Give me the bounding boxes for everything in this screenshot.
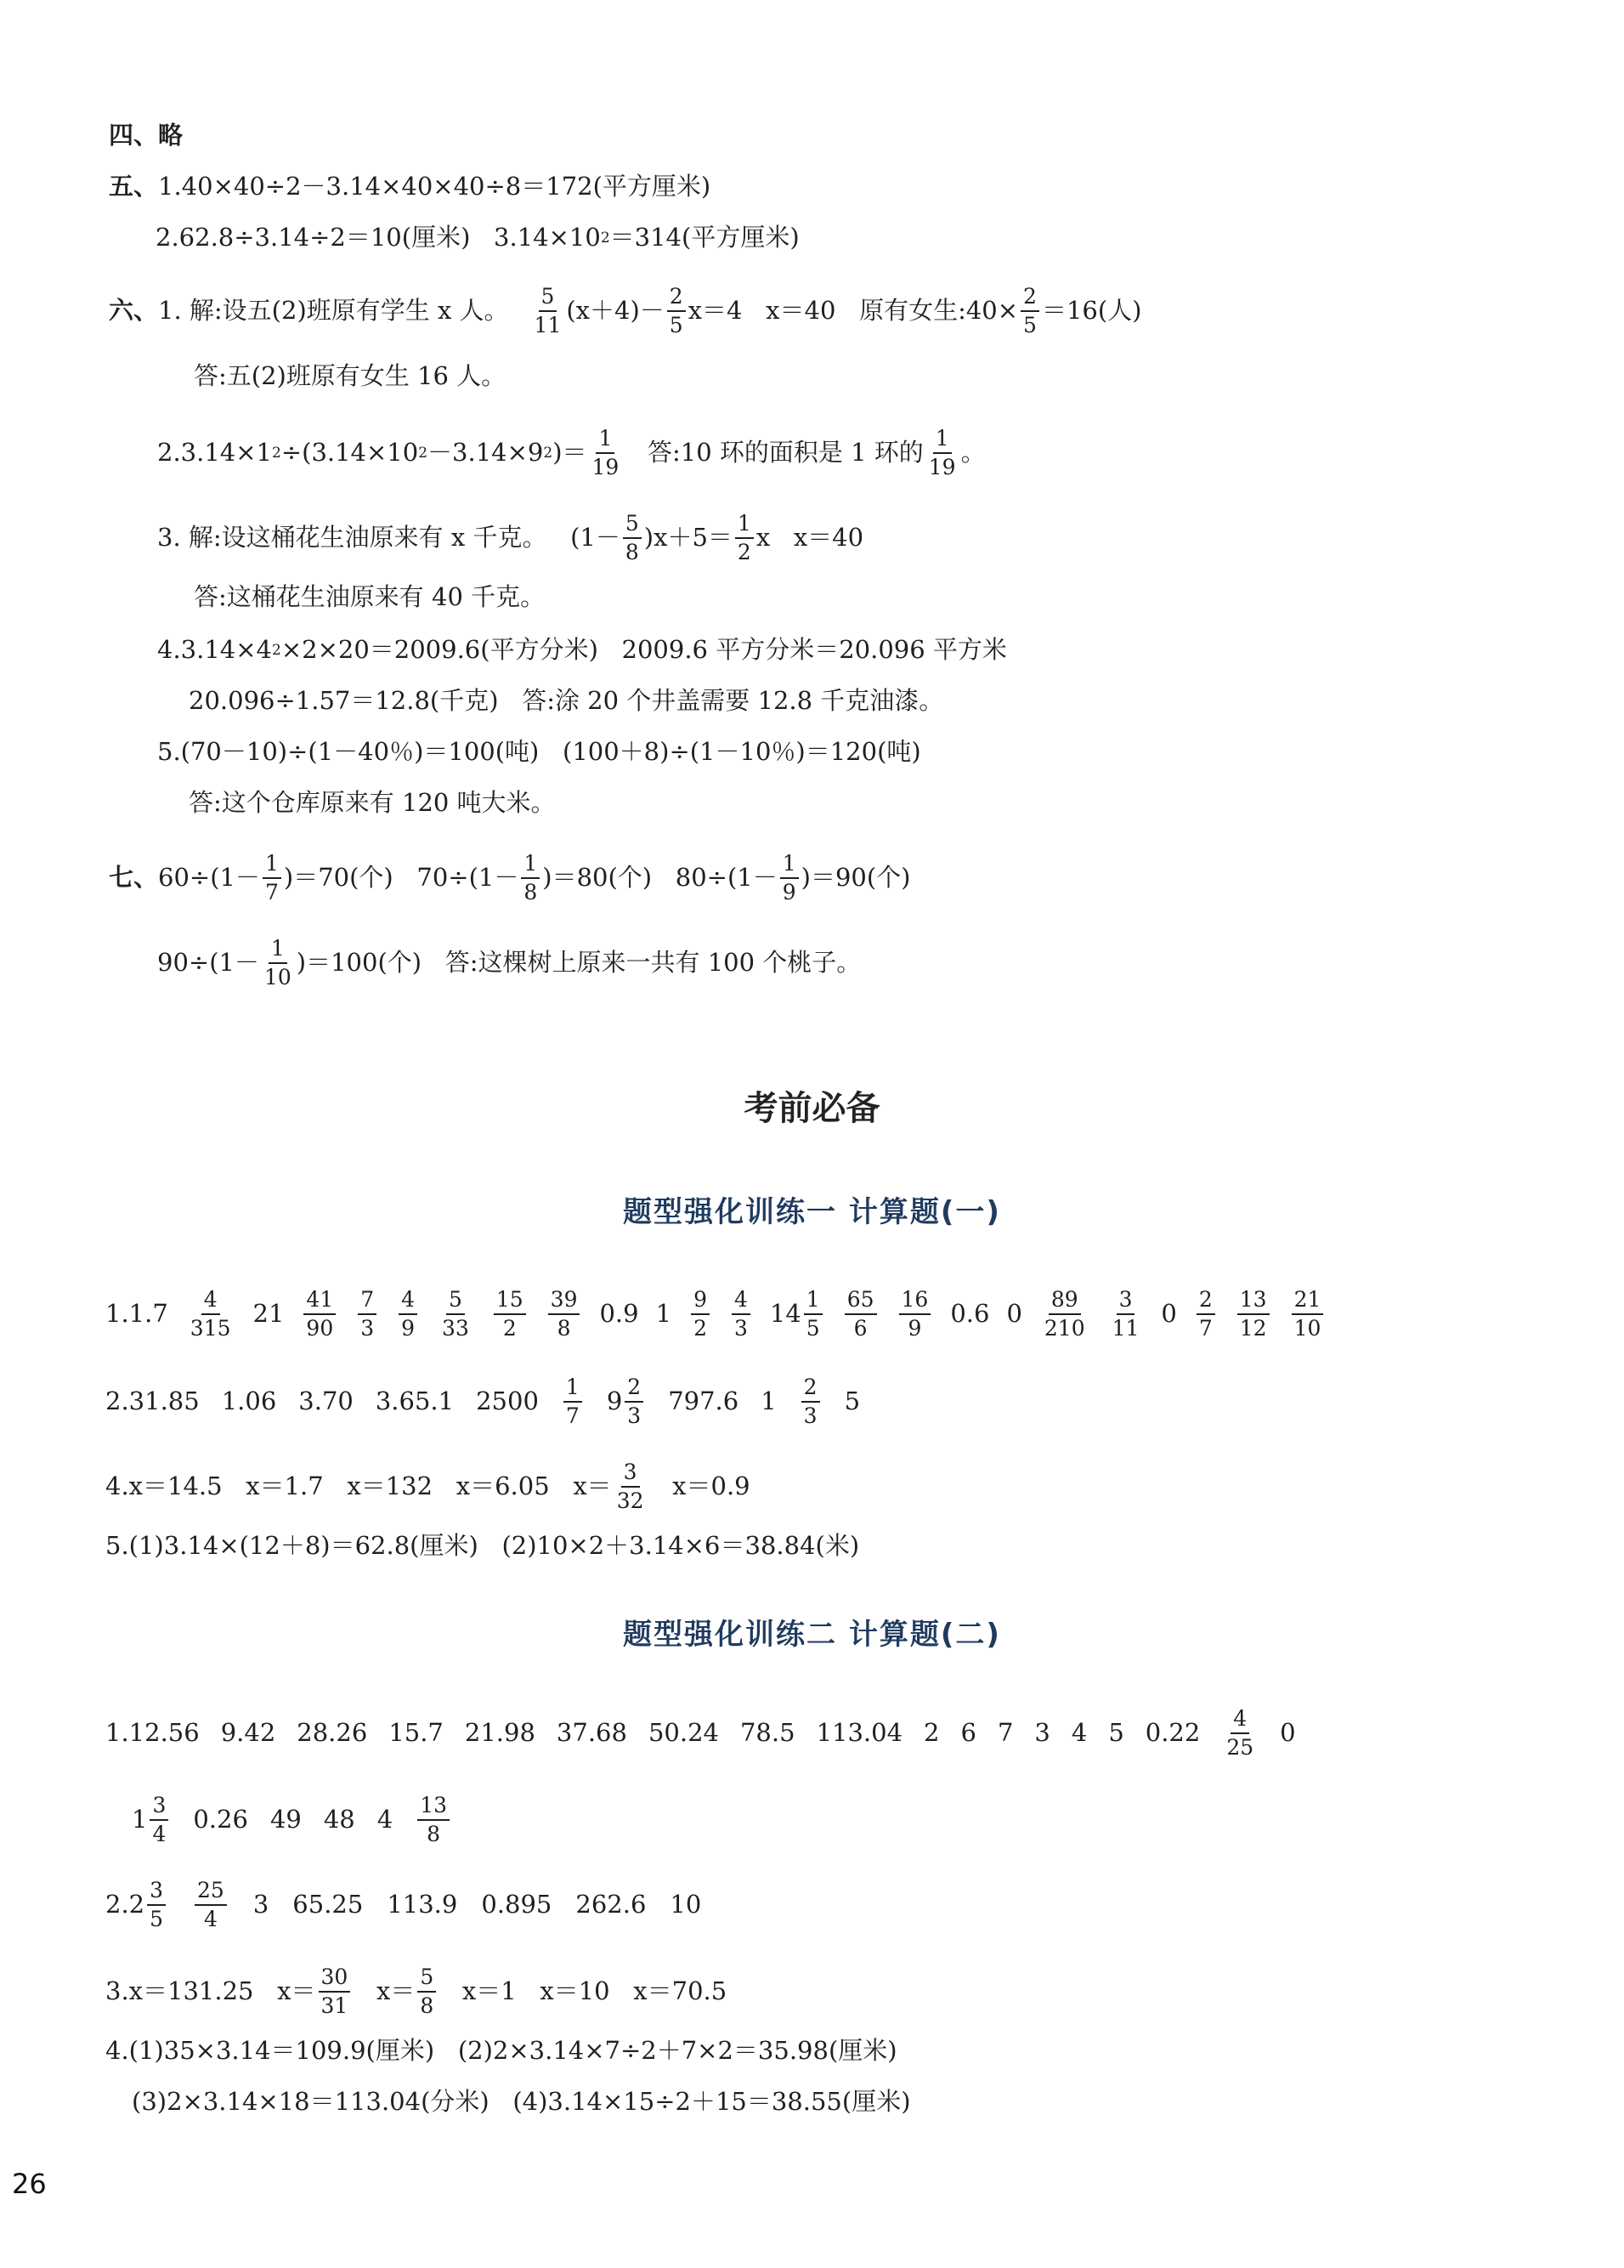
section-6-answer-3 <box>194 582 546 611</box>
numerator: 16 <box>899 1288 931 1315</box>
fraction <box>358 1288 376 1340</box>
fraction <box>1224 1707 1256 1759</box>
answer-value: 0.6 <box>950 1299 990 1328</box>
fraction <box>1292 1288 1324 1340</box>
answer-value: 78.5 <box>739 1718 795 1747</box>
row-label: 1.1.7 <box>105 1299 168 1328</box>
denominator: 10 <box>1293 1315 1321 1341</box>
denominator: 8 <box>427 1821 441 1846</box>
answer-value: 4 <box>1071 1718 1088 1747</box>
denominator: 11 <box>1112 1315 1140 1341</box>
answer-value: 4 <box>376 1805 393 1834</box>
answer-text: )＝70(个) 70÷(1－ <box>283 863 519 892</box>
numerator: 21 <box>1292 1288 1324 1315</box>
denominator: 4 <box>203 1906 218 1931</box>
fraction <box>301 1288 338 1340</box>
fraction: $\frac{1}{10}$ <box>263 936 291 989</box>
answer-value: 3.65.1 <box>375 1386 455 1415</box>
answer-value: 5 <box>1108 1718 1124 1747</box>
answer-value: 5 <box>844 1386 861 1415</box>
section-6-q1 <box>109 285 1141 337</box>
denominator: 8 <box>557 1315 571 1341</box>
section-text: 略 <box>158 121 184 150</box>
section-6-q2: 2.3.14×1 2 ÷(3.14×10 2 －3.14×9 2 )＝ $\frac{1}{19}$ 答:10 环的面积是 1 环的 $\frac{1}{19}$ 。 <box>157 426 986 479</box>
answer-text: 。 <box>960 438 986 467</box>
answer-value: 797.6 <box>668 1386 739 1415</box>
answer-value: 2 <box>924 1718 940 1747</box>
fraction: $\frac{3}{32}$ <box>616 1460 644 1513</box>
answer-value: 50.24 <box>648 1718 719 1747</box>
fraction <box>845 1288 877 1340</box>
denominator: 5 <box>806 1315 820 1341</box>
numerator: 4 <box>201 1288 220 1315</box>
fraction <box>1289 1288 1327 1340</box>
section-number: 五、 <box>109 172 159 201</box>
answer-text: 3.x＝131.25 x＝ <box>105 1976 316 2005</box>
fraction <box>192 1879 229 1931</box>
fraction <box>1107 1288 1145 1340</box>
answer-text: 2.62.8÷3.14÷2＝10(厘米) 3.14×10 <box>156 223 601 252</box>
fraction <box>1197 1288 1215 1340</box>
part2-row-3 <box>105 1965 727 2017</box>
whole-part: 14 <box>769 1299 801 1328</box>
numerator: 3 <box>150 1794 168 1821</box>
answer-text: 4.x＝14.5 x＝1.7 x＝132 x＝6.05 x＝ <box>105 1471 612 1500</box>
answer-value: 0 <box>1280 1718 1296 1747</box>
fraction <box>355 1288 379 1340</box>
answer-text: )＝80(个) 80÷(1－ <box>542 863 778 892</box>
fraction <box>563 1375 582 1427</box>
page-title: 考前必备 <box>744 1089 880 1128</box>
denominator: 33 <box>442 1315 469 1341</box>
numerator: 13 <box>1237 1288 1270 1315</box>
answer-text: x x＝40 <box>755 523 864 552</box>
numerator: 1 <box>563 1375 582 1403</box>
fraction <box>546 1288 583 1340</box>
answer-text: 答:这桶花生油原来有 40 千克。 <box>194 582 546 611</box>
denominator: 210 <box>1044 1315 1085 1341</box>
answer-text: ＝16(人) <box>1041 296 1142 325</box>
answer-text: 60÷(1－ <box>158 863 260 892</box>
fraction <box>801 1375 820 1427</box>
answer-value: 3 <box>252 1890 269 1919</box>
denominator: 3 <box>733 1315 748 1341</box>
fraction <box>437 1288 474 1340</box>
fraction <box>188 1288 234 1340</box>
answer-value: 49 <box>269 1805 302 1834</box>
part1-row-4 <box>105 1460 750 1512</box>
numerator: 25 <box>195 1879 227 1906</box>
fraction <box>897 1288 934 1340</box>
answer-text: x＝1 x＝10 x＝70.5 <box>439 1976 727 2005</box>
fraction <box>561 1375 585 1427</box>
fraction: $\frac{1}{19}$ <box>928 426 956 479</box>
answer-value: 0 <box>1006 1299 1022 1328</box>
fraction <box>729 1288 753 1340</box>
answer-value: 1 <box>655 1299 672 1328</box>
answer-text: (x＋4)－ <box>566 296 665 325</box>
answer-value: 0 <box>1161 1299 1177 1328</box>
fraction: $\frac{1}{2}$ <box>735 512 754 564</box>
fraction <box>732 1288 750 1340</box>
fraction <box>150 1794 168 1846</box>
fraction <box>688 1288 712 1340</box>
answer-value: 6 <box>960 1718 976 1747</box>
part2-row-1 <box>105 1707 1296 1759</box>
fraction <box>396 1288 420 1340</box>
fraction <box>1237 1288 1270 1340</box>
denominator: 315 <box>190 1315 231 1341</box>
denominator: 90 <box>306 1315 334 1341</box>
numerator: 2 <box>1197 1288 1215 1315</box>
answer-value: 7 <box>997 1718 1014 1747</box>
numerator: 41 <box>303 1288 336 1315</box>
denominator: 5 <box>150 1906 164 1931</box>
denominator: 3 <box>360 1315 375 1341</box>
fraction <box>1039 1288 1090 1340</box>
section-6-q4-line-2 <box>189 686 944 715</box>
answer-value: 1.06 <box>221 1386 277 1415</box>
fraction <box>147 1879 166 1931</box>
answer-value: 28.26 <box>297 1718 368 1747</box>
fraction <box>799 1375 823 1427</box>
answer-value: 21.98 <box>464 1718 535 1747</box>
answer-text: )＝90(个) <box>801 863 911 892</box>
mixed-number <box>770 1288 825 1340</box>
denominator: 2 <box>693 1315 707 1341</box>
fraction: $\frac{5}{8}$ <box>417 1965 436 2017</box>
numerator: 65 <box>845 1288 877 1315</box>
denominator: 12 <box>1239 1315 1267 1341</box>
page-number: 26 <box>12 2168 47 2200</box>
section-6-q4-line-1: 4.3.14×4 2 ×2×20＝2009.6(平方分米) 2009.6 平方分米＝20.096 平方米 <box>157 635 1007 664</box>
denominator: 3 <box>627 1403 642 1428</box>
answer-text: 答:五(2)班原有女生 16 人。 <box>194 361 506 390</box>
answer-text: )＝100(个) 答:这棵树上原来一共有 100 个桃子。 <box>296 948 862 977</box>
fraction <box>185 1288 236 1340</box>
part1-row-1 <box>105 1288 1326 1340</box>
section-heading-2: 题型强化训练二 计算题(二) <box>623 1618 1001 1652</box>
part2-row-2 <box>105 1879 701 1931</box>
part2-row-1b <box>132 1794 452 1846</box>
numerator: 2 <box>801 1375 820 1403</box>
section-number: 四、 <box>109 121 159 150</box>
numerator: 15 <box>494 1288 526 1315</box>
answer-value: 1 <box>761 1386 777 1415</box>
fraction <box>494 1288 526 1340</box>
answer-text: 2.3.14×1 <box>157 438 272 467</box>
fraction <box>1194 1288 1218 1340</box>
part2-row-4b <box>132 2089 911 2114</box>
fraction <box>899 1288 931 1340</box>
section-7-line-1 <box>109 852 910 904</box>
whole-part: 9 <box>606 1386 623 1415</box>
section-number: 七、 <box>109 863 159 892</box>
section-5-line-2: 2.62.8÷3.14÷2＝10(厘米) 3.14×10 2 ＝314(平方厘米) <box>156 223 800 252</box>
denominator: 7 <box>1198 1315 1213 1341</box>
answer-text: 答:这个仓库原来有 120 吨大米。 <box>189 788 556 817</box>
fraction: $\frac{5}{8}$ <box>623 512 642 564</box>
numerator: 13 <box>417 1794 450 1821</box>
answer-text: 1.40×40÷2－3.14×40×40÷8＝172(平方厘米) <box>158 172 711 201</box>
fraction <box>1042 1288 1088 1340</box>
answer-value: 0.26 <box>193 1805 248 1834</box>
answer-value: 65.25 <box>292 1890 364 1919</box>
mixed-number <box>132 1794 171 1846</box>
section-6-answer-1 <box>194 361 506 390</box>
whole-part: 1 <box>132 1805 148 1834</box>
section-heading-1: 题型强化训练一 计算题(一) <box>623 1195 1001 1229</box>
answer-value: 48 <box>323 1805 355 1834</box>
numerator: 7 <box>358 1288 376 1315</box>
fraction <box>548 1288 580 1340</box>
denominator: 3 <box>803 1403 818 1428</box>
denominator: 4 <box>152 1821 167 1846</box>
fraction <box>842 1288 880 1340</box>
answer-value: 37.68 <box>556 1718 627 1747</box>
fraction <box>1110 1288 1142 1340</box>
section-5-line-1 <box>109 174 710 199</box>
fraction: $\frac{2}{5}$ <box>1021 285 1039 337</box>
answer-text: )＝ <box>552 438 587 467</box>
numerator: 3 <box>1117 1288 1135 1315</box>
answer-value: 113.9 <box>387 1890 458 1919</box>
fraction <box>399 1288 417 1340</box>
answer-value: 0.22 <box>1145 1718 1201 1747</box>
answer-value: 15.7 <box>388 1718 444 1747</box>
section-6-q5 <box>157 737 921 766</box>
answer-value: 3.70 <box>298 1386 354 1415</box>
mixed-number <box>105 1879 168 1931</box>
answer-value: 10 <box>670 1890 702 1919</box>
fraction <box>1221 1707 1259 1759</box>
numerator: 39 <box>548 1288 580 1315</box>
fraction: $\frac{1}{7}$ <box>263 852 281 904</box>
answer-text: ÷(3.14×10 <box>280 438 419 467</box>
answer-text: (3)2×3.14×18＝113.04(分米) (4)3.14×15÷2＋15＝38.55(厘米) <box>132 2087 911 2116</box>
answer-text: 20.096÷1.57＝12.8(千克) 答:涂 20 个井盖需要 12.8 千克油漆。 <box>189 686 944 715</box>
fraction: $\frac{5}{11}$ <box>534 284 562 337</box>
answer-text: 答:10 环的面积是 1 环的 <box>624 438 924 467</box>
fraction <box>303 1288 336 1340</box>
fraction <box>415 1794 452 1846</box>
answer-text: ×2×20＝2009.6(平方分米) 2009.6 平方分米＝20.096 平方米 <box>280 635 1007 664</box>
section-4 <box>109 123 183 148</box>
denominator: 25 <box>1226 1734 1254 1760</box>
part2-row-4a <box>105 2038 897 2063</box>
numerator: 1 <box>804 1288 823 1315</box>
fraction <box>491 1288 529 1340</box>
whole-part: 2.2 <box>105 1890 145 1919</box>
numerator: 4 <box>1231 1707 1249 1734</box>
fraction <box>804 1288 823 1340</box>
answer-value: 0.895 <box>481 1890 552 1919</box>
fraction <box>1235 1288 1272 1340</box>
denominator: 2 <box>502 1315 517 1341</box>
answer-value: 21 <box>252 1299 285 1328</box>
numerator: 9 <box>691 1288 710 1315</box>
numerator: 3 <box>147 1879 166 1906</box>
fraction <box>691 1288 710 1340</box>
numerator: 5 <box>446 1288 465 1315</box>
fraction: $\frac{1}{9}$ <box>780 852 799 904</box>
answer-text: －3.14×9 <box>427 438 544 467</box>
section-6-q3 <box>157 512 863 564</box>
answer-text: 1. 解:设五(2)班原有学生 x 人。 <box>158 296 509 325</box>
section-6-answer-5 <box>189 788 556 817</box>
answer-text: x＝0.9 <box>648 1471 750 1500</box>
answer-text: 5.(70－10)÷(1－40％)＝100(吨) (100＋8)÷(1－10％)＝120(吨) <box>157 737 921 766</box>
answer-value: 9.42 <box>220 1718 276 1747</box>
answer-text: 4.3.14×4 <box>157 635 272 664</box>
answer-value: 262.6 <box>575 1890 647 1919</box>
fraction <box>417 1794 450 1846</box>
fraction <box>439 1288 472 1340</box>
denominator: 9 <box>401 1315 416 1341</box>
numerator: 2 <box>625 1375 643 1403</box>
part1-row-2 <box>105 1375 860 1427</box>
answer-text: x＝4 x＝40 原有女生:40× <box>688 296 1019 325</box>
answer-value: 0.9 <box>599 1299 639 1328</box>
fraction: $\frac{1}{19}$ <box>591 426 620 479</box>
fraction: $\frac{1}{8}$ <box>521 852 540 904</box>
numerator: 89 <box>1049 1288 1081 1315</box>
answer-value: 2.31.85 <box>105 1386 200 1415</box>
fraction: $\frac{30}{31}$ <box>319 1965 351 2017</box>
answer-text: 90÷(1－ <box>157 948 259 977</box>
denominator: 7 <box>565 1403 580 1428</box>
denominator: 9 <box>908 1315 922 1341</box>
denominator: 6 <box>853 1315 868 1341</box>
answer-text: 4.(1)35×3.14＝109.9(厘米) (2)2×3.14×7÷2＋7×2＝35.98(厘米) <box>105 2036 897 2065</box>
answer-text: 5.(1)3.14×(12＋8)＝62.8(厘米) (2)10×2＋3.14×6＝38.84(米) <box>105 1531 860 1560</box>
fraction: $\frac{2}{5}$ <box>667 285 686 337</box>
answer-value: 2500 <box>476 1386 539 1415</box>
answer-value: 3 <box>1034 1718 1050 1747</box>
section-7-line-2 <box>157 937 861 989</box>
section-number: 六、 <box>109 296 159 325</box>
numerator: 4 <box>732 1288 750 1315</box>
fraction <box>625 1375 643 1427</box>
answer-text: ＝314(平方厘米) <box>609 223 800 252</box>
mixed-number <box>607 1375 646 1427</box>
numerator: 4 <box>399 1288 417 1315</box>
answer-text: 3. 解:设这桶花生油原来有 x 千克。 (1－ <box>157 523 620 552</box>
answer-value: 1.12.56 <box>105 1718 200 1747</box>
answer-text: x＝ <box>353 1976 416 2005</box>
part1-row-5 <box>105 1531 860 1560</box>
answer-value: 113.04 <box>816 1718 903 1747</box>
answer-text: )x＋5＝ <box>643 523 733 552</box>
fraction <box>195 1879 227 1931</box>
